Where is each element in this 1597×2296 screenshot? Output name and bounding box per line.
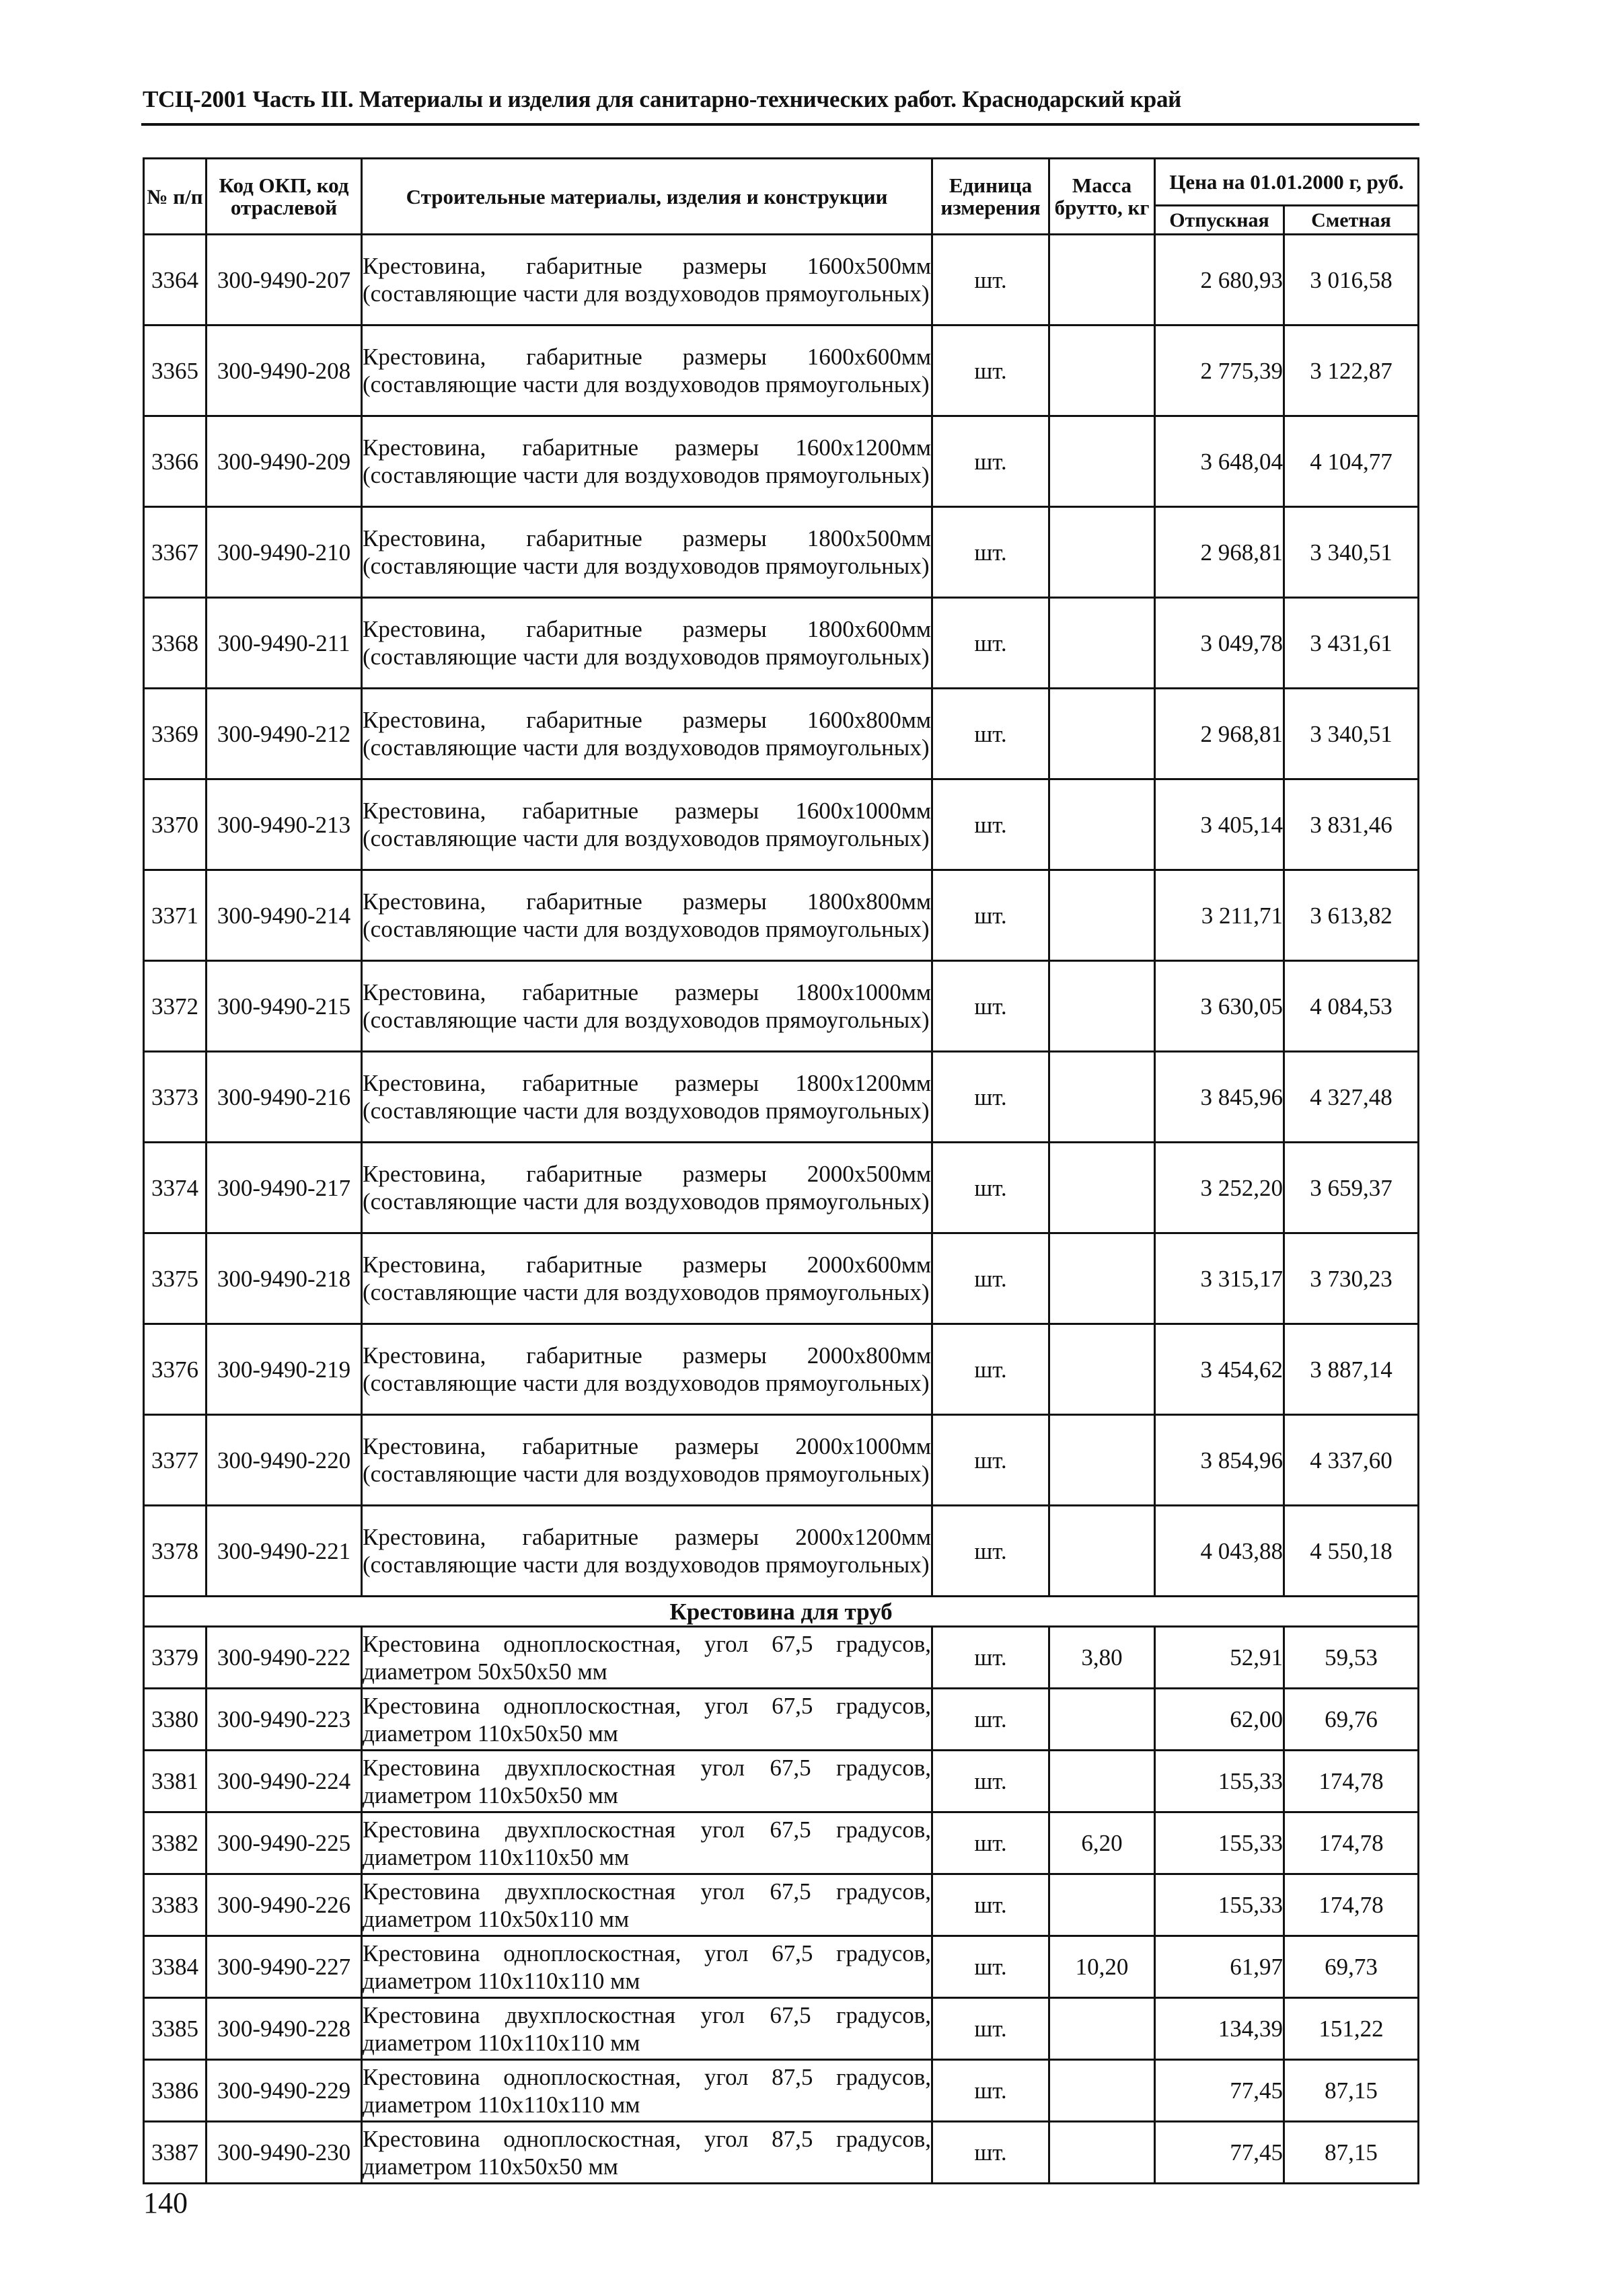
page-number: 140 bbox=[143, 2186, 188, 2219]
cell-num: 3371 bbox=[144, 870, 207, 961]
cell-price-release: 3 252,20 bbox=[1155, 1143, 1284, 1233]
cell-description: Крестовина одноплоскостная, угол 87,5 градусов, диаметром 110х110х110 мм bbox=[362, 2060, 932, 2122]
cell-description: Крестовина одноплоскостная, угол 67,5 градусов, диаметром 110х50х50 мм bbox=[362, 1689, 932, 1751]
cell-unit: шт. bbox=[932, 2060, 1049, 2122]
cell-description: Крестовина, габаритные размеры 1800х800мм (составляющие части для воздуховодов прямоугольных) bbox=[362, 870, 932, 961]
cell-unit: шт. bbox=[932, 507, 1049, 598]
table-body-ducts bbox=[144, 235, 1419, 1597]
cell-code: 300-9490-218 bbox=[207, 1233, 362, 1324]
table-row bbox=[144, 689, 1419, 779]
price-table bbox=[143, 157, 1419, 2184]
cell-price-estimate: 3 887,14 bbox=[1284, 1324, 1419, 1415]
cell-price-estimate: 3 659,37 bbox=[1284, 1143, 1419, 1233]
cell-num: 3368 bbox=[144, 598, 207, 689]
cell-unit: шт. bbox=[932, 1874, 1049, 1936]
cell-description: Крестовина двухплоскостная угол 67,5 градусов, диаметром 110х50х50 мм bbox=[362, 1751, 932, 1812]
cell-unit: шт. bbox=[932, 1415, 1049, 1506]
cell-num: 3383 bbox=[144, 1874, 207, 1936]
cell-unit: шт. bbox=[932, 416, 1049, 507]
cell-mass bbox=[1049, 235, 1155, 326]
cell-code: 300-9490-225 bbox=[207, 1812, 362, 1874]
cell-price-release: 2 968,81 bbox=[1155, 689, 1284, 779]
cell-unit: шт. bbox=[932, 598, 1049, 689]
cell-description: Крестовина, габаритные размеры 1800х600мм (составляющие части для воздуховодов прямоугольных) bbox=[362, 598, 932, 689]
cell-unit: шт. bbox=[932, 1627, 1049, 1689]
cell-unit: шт. bbox=[932, 326, 1049, 416]
cell-description: Крестовина, габаритные размеры 2000х800мм (составляющие части для воздуховодов прямоугольных) bbox=[362, 1324, 932, 1415]
cell-unit: шт. bbox=[932, 689, 1049, 779]
table-row bbox=[144, 2060, 1419, 2122]
section-title: Крестовина для труб bbox=[144, 1597, 1419, 1627]
table-row bbox=[144, 1324, 1419, 1415]
table-row bbox=[144, 416, 1419, 507]
cell-mass bbox=[1049, 2060, 1155, 2122]
cell-code: 300-9490-230 bbox=[207, 2122, 362, 2184]
cell-price-estimate: 3 730,23 bbox=[1284, 1233, 1419, 1324]
cell-description: Крестовина, габаритные размеры 2000х600мм (составляющие части для воздуховодов прямоугольных) bbox=[362, 1233, 932, 1324]
cell-price-estimate: 174,78 bbox=[1284, 1874, 1419, 1936]
table-row bbox=[144, 870, 1419, 961]
cell-mass bbox=[1049, 1233, 1155, 1324]
cell-price-release: 3 315,17 bbox=[1155, 1233, 1284, 1324]
table-row bbox=[144, 507, 1419, 598]
cell-code: 300-9490-212 bbox=[207, 689, 362, 779]
cell-code: 300-9490-224 bbox=[207, 1751, 362, 1812]
cell-unit: шт. bbox=[932, 1998, 1049, 2060]
cell-num: 3377 bbox=[144, 1415, 207, 1506]
cell-num: 3381 bbox=[144, 1751, 207, 1812]
table-row bbox=[144, 1627, 1419, 1689]
table-row bbox=[144, 1233, 1419, 1324]
cell-num: 3367 bbox=[144, 507, 207, 598]
table-row bbox=[144, 2122, 1419, 2184]
header-num: № п/п bbox=[144, 159, 207, 235]
cell-price-estimate: 87,15 bbox=[1284, 2122, 1419, 2184]
cell-code: 300-9490-227 bbox=[207, 1936, 362, 1998]
cell-mass bbox=[1049, 1689, 1155, 1751]
cell-price-release: 77,45 bbox=[1155, 2122, 1284, 2184]
cell-price-estimate: 4 084,53 bbox=[1284, 961, 1419, 1052]
table-row bbox=[144, 1812, 1419, 1874]
cell-mass bbox=[1049, 961, 1155, 1052]
cell-num: 3386 bbox=[144, 2060, 207, 2122]
cell-mass bbox=[1049, 779, 1155, 870]
cell-unit: шт. bbox=[932, 1324, 1049, 1415]
cell-description: Крестовина, габаритные размеры 1800х1200мм (составляющие части для воздуховодов прямоугольных) bbox=[362, 1052, 932, 1143]
cell-num: 3387 bbox=[144, 2122, 207, 2184]
cell-num: 3379 bbox=[144, 1627, 207, 1689]
table-row bbox=[144, 1751, 1419, 1812]
table-row bbox=[144, 326, 1419, 416]
cell-price-release: 62,00 bbox=[1155, 1689, 1284, 1751]
cell-price-release: 2 968,81 bbox=[1155, 507, 1284, 598]
header-desc: Строительные материалы, изделия и конструкции bbox=[362, 159, 932, 235]
cell-mass bbox=[1049, 1052, 1155, 1143]
cell-description: Крестовина, габаритные размеры 1600х800мм (составляющие части для воздуховодов прямоугольных) bbox=[362, 689, 932, 779]
header-price-group: Цена на 01.01.2000 г, руб. bbox=[1155, 159, 1419, 206]
cell-price-release: 77,45 bbox=[1155, 2060, 1284, 2122]
cell-price-release: 3 405,14 bbox=[1155, 779, 1284, 870]
cell-price-release: 155,33 bbox=[1155, 1874, 1284, 1936]
cell-num: 3373 bbox=[144, 1052, 207, 1143]
cell-unit: шт. bbox=[932, 1751, 1049, 1812]
cell-unit: шт. bbox=[932, 1936, 1049, 1998]
table-row bbox=[144, 598, 1419, 689]
cell-num: 3366 bbox=[144, 416, 207, 507]
cell-mass bbox=[1049, 2122, 1155, 2184]
cell-unit: шт. bbox=[932, 779, 1049, 870]
cell-unit: шт. bbox=[932, 870, 1049, 961]
table-row bbox=[144, 1143, 1419, 1233]
cell-price-estimate: 3 831,46 bbox=[1284, 779, 1419, 870]
cell-code: 300-9490-220 bbox=[207, 1415, 362, 1506]
cell-mass bbox=[1049, 1143, 1155, 1233]
cell-mass bbox=[1049, 1506, 1155, 1597]
cell-unit: шт. bbox=[932, 1143, 1049, 1233]
cell-num: 3372 bbox=[144, 961, 207, 1052]
cell-mass bbox=[1049, 507, 1155, 598]
table-section bbox=[144, 1597, 1419, 1627]
cell-mass bbox=[1049, 598, 1155, 689]
cell-code: 300-9490-209 bbox=[207, 416, 362, 507]
cell-code: 300-9490-222 bbox=[207, 1627, 362, 1689]
header-rule bbox=[141, 123, 1419, 126]
cell-unit: шт. bbox=[932, 961, 1049, 1052]
cell-unit: шт. bbox=[932, 2122, 1049, 2184]
cell-description: Крестовина одноплоскостная, угол 67,5 градусов, диаметром 50х50х50 мм bbox=[362, 1627, 932, 1689]
cell-code: 300-9490-223 bbox=[207, 1689, 362, 1751]
table-header bbox=[144, 159, 1419, 235]
table-row bbox=[144, 235, 1419, 326]
cell-code: 300-9490-221 bbox=[207, 1506, 362, 1597]
cell-price-estimate: 87,15 bbox=[1284, 2060, 1419, 2122]
cell-price-estimate: 3 613,82 bbox=[1284, 870, 1419, 961]
table-row bbox=[144, 1936, 1419, 1998]
cell-price-estimate: 174,78 bbox=[1284, 1812, 1419, 1874]
cell-unit: шт. bbox=[932, 1506, 1049, 1597]
table-row bbox=[144, 961, 1419, 1052]
cell-description: Крестовина, габаритные размеры 1600х1000мм (составляющие части для воздуховодов прямоугольных) bbox=[362, 779, 932, 870]
cell-unit: шт. bbox=[932, 235, 1049, 326]
cell-description: Крестовина двухплоскостная угол 67,5 градусов, диаметром 110х110х110 мм bbox=[362, 1998, 932, 2060]
cell-price-release: 134,39 bbox=[1155, 1998, 1284, 2060]
cell-mass bbox=[1049, 870, 1155, 961]
cell-price-estimate: 4 104,77 bbox=[1284, 416, 1419, 507]
cell-code: 300-9490-210 bbox=[207, 507, 362, 598]
cell-price-release: 2 775,39 bbox=[1155, 326, 1284, 416]
cell-num: 3369 bbox=[144, 689, 207, 779]
cell-mass bbox=[1049, 416, 1155, 507]
cell-num: 3370 bbox=[144, 779, 207, 870]
cell-unit: шт. bbox=[932, 1812, 1049, 1874]
header-price-release: Отпускная bbox=[1155, 206, 1284, 235]
cell-code: 300-9490-208 bbox=[207, 326, 362, 416]
cell-mass bbox=[1049, 1998, 1155, 2060]
header-price-estimate: Сметная bbox=[1284, 206, 1419, 235]
cell-description: Крестовина, габаритные размеры 1600х1200мм (составляющие части для воздуховодов прямоугольных) bbox=[362, 416, 932, 507]
page-header-title: ТСЦ-2001 Часть III. Материалы и изделия для санитарно-технических работ. Краснодарский край bbox=[143, 86, 1182, 112]
cell-code: 300-9490-228 bbox=[207, 1998, 362, 2060]
cell-price-release: 3 211,71 bbox=[1155, 870, 1284, 961]
cell-unit: шт. bbox=[932, 1233, 1049, 1324]
cell-mass bbox=[1049, 326, 1155, 416]
cell-unit: шт. bbox=[932, 1689, 1049, 1751]
cell-description: Крестовина двухплоскостная угол 67,5 градусов, диаметром 110х110х50 мм bbox=[362, 1812, 932, 1874]
cell-price-release: 3 454,62 bbox=[1155, 1324, 1284, 1415]
cell-mass bbox=[1049, 1874, 1155, 1936]
cell-description: Крестовина, габаритные размеры 1600х500мм (составляющие части для воздуховодов прямоугольных) bbox=[362, 235, 932, 326]
cell-code: 300-9490-215 bbox=[207, 961, 362, 1052]
cell-code: 300-9490-214 bbox=[207, 870, 362, 961]
cell-unit: шт. bbox=[932, 1052, 1049, 1143]
cell-code: 300-9490-217 bbox=[207, 1143, 362, 1233]
cell-num: 3364 bbox=[144, 235, 207, 326]
cell-mass: 6,20 bbox=[1049, 1812, 1155, 1874]
table-row bbox=[144, 1874, 1419, 1936]
cell-price-release: 155,33 bbox=[1155, 1751, 1284, 1812]
cell-price-estimate: 4 337,60 bbox=[1284, 1415, 1419, 1506]
cell-description: Крестовина, габаритные размеры 2000х1200мм (составляющие части для воздуховодов прямоугольных) bbox=[362, 1506, 932, 1597]
header-unit: Единица измерения bbox=[932, 159, 1049, 235]
cell-price-release: 3 630,05 bbox=[1155, 961, 1284, 1052]
cell-mass bbox=[1049, 1415, 1155, 1506]
cell-price-release: 3 845,96 bbox=[1155, 1052, 1284, 1143]
cell-num: 3374 bbox=[144, 1143, 207, 1233]
cell-mass: 10,20 bbox=[1049, 1936, 1155, 1998]
cell-num: 3365 bbox=[144, 326, 207, 416]
cell-description: Крестовина двухплоскостная угол 67,5 градусов, диаметром 110х50х110 мм bbox=[362, 1874, 932, 1936]
cell-code: 300-9490-219 bbox=[207, 1324, 362, 1415]
cell-description: Крестовина, габаритные размеры 1600х600мм (составляющие части для воздуховодов прямоугольных) bbox=[362, 326, 932, 416]
cell-description: Крестовина, габаритные размеры 2000х500мм (составляющие части для воздуховодов прямоугольных) bbox=[362, 1143, 932, 1233]
cell-price-estimate: 3 340,51 bbox=[1284, 689, 1419, 779]
cell-num: 3378 bbox=[144, 1506, 207, 1597]
table-body-pipes bbox=[144, 1627, 1419, 2184]
cell-description: Крестовина, габаритные размеры 1800х1000мм (составляющие части для воздуховодов прямоугольных) bbox=[362, 961, 932, 1052]
cell-price-estimate: 4 327,48 bbox=[1284, 1052, 1419, 1143]
cell-price-release: 4 043,88 bbox=[1155, 1506, 1284, 1597]
cell-price-release: 2 680,93 bbox=[1155, 235, 1284, 326]
cell-price-estimate: 3 431,61 bbox=[1284, 598, 1419, 689]
cell-price-estimate: 151,22 bbox=[1284, 1998, 1419, 2060]
table-row bbox=[144, 1506, 1419, 1597]
cell-num: 3382 bbox=[144, 1812, 207, 1874]
table-row bbox=[144, 1689, 1419, 1751]
cell-mass bbox=[1049, 1751, 1155, 1812]
table-row bbox=[144, 1415, 1419, 1506]
cell-num: 3385 bbox=[144, 1998, 207, 2060]
cell-num: 3375 bbox=[144, 1233, 207, 1324]
cell-mass bbox=[1049, 1324, 1155, 1415]
cell-price-estimate: 3 122,87 bbox=[1284, 326, 1419, 416]
cell-price-release: 3 049,78 bbox=[1155, 598, 1284, 689]
cell-code: 300-9490-207 bbox=[207, 235, 362, 326]
table-row bbox=[144, 779, 1419, 870]
cell-price-estimate: 69,73 bbox=[1284, 1936, 1419, 1998]
cell-price-estimate: 174,78 bbox=[1284, 1751, 1419, 1812]
cell-price-release: 3 648,04 bbox=[1155, 416, 1284, 507]
header-code: Код ОКП, код отраслевой bbox=[207, 159, 362, 235]
cell-code: 300-9490-229 bbox=[207, 2060, 362, 2122]
header-mass: Масса брутто, кг bbox=[1049, 159, 1155, 235]
cell-price-estimate: 59,53 bbox=[1284, 1627, 1419, 1689]
cell-price-release: 3 854,96 bbox=[1155, 1415, 1284, 1506]
cell-description: Крестовина, габаритные размеры 2000х1000мм (составляющие части для воздуховодов прямоугольных) bbox=[362, 1415, 932, 1506]
cell-mass: 3,80 bbox=[1049, 1627, 1155, 1689]
cell-code: 300-9490-211 bbox=[207, 598, 362, 689]
cell-code: 300-9490-226 bbox=[207, 1874, 362, 1936]
cell-code: 300-9490-213 bbox=[207, 779, 362, 870]
cell-description: Крестовина одноплоскостная, угол 87,5 градусов, диаметром 110х50х50 мм bbox=[362, 2122, 932, 2184]
cell-price-release: 52,91 bbox=[1155, 1627, 1284, 1689]
cell-price-release: 61,97 bbox=[1155, 1936, 1284, 1998]
cell-num: 3376 bbox=[144, 1324, 207, 1415]
cell-price-estimate: 4 550,18 bbox=[1284, 1506, 1419, 1597]
cell-code: 300-9490-216 bbox=[207, 1052, 362, 1143]
cell-description: Крестовина одноплоскостная, угол 67,5 градусов, диаметром 110х110х110 мм bbox=[362, 1936, 932, 1998]
table-row bbox=[144, 1998, 1419, 2060]
table-row bbox=[144, 1052, 1419, 1143]
cell-num: 3380 bbox=[144, 1689, 207, 1751]
cell-num: 3384 bbox=[144, 1936, 207, 1998]
cell-mass bbox=[1049, 689, 1155, 779]
cell-description: Крестовина, габаритные размеры 1800х500мм (составляющие части для воздуховодов прямоугольных) bbox=[362, 507, 932, 598]
cell-price-estimate: 69,76 bbox=[1284, 1689, 1419, 1751]
cell-price-estimate: 3 016,58 bbox=[1284, 235, 1419, 326]
cell-price-estimate: 3 340,51 bbox=[1284, 507, 1419, 598]
cell-price-release: 155,33 bbox=[1155, 1812, 1284, 1874]
